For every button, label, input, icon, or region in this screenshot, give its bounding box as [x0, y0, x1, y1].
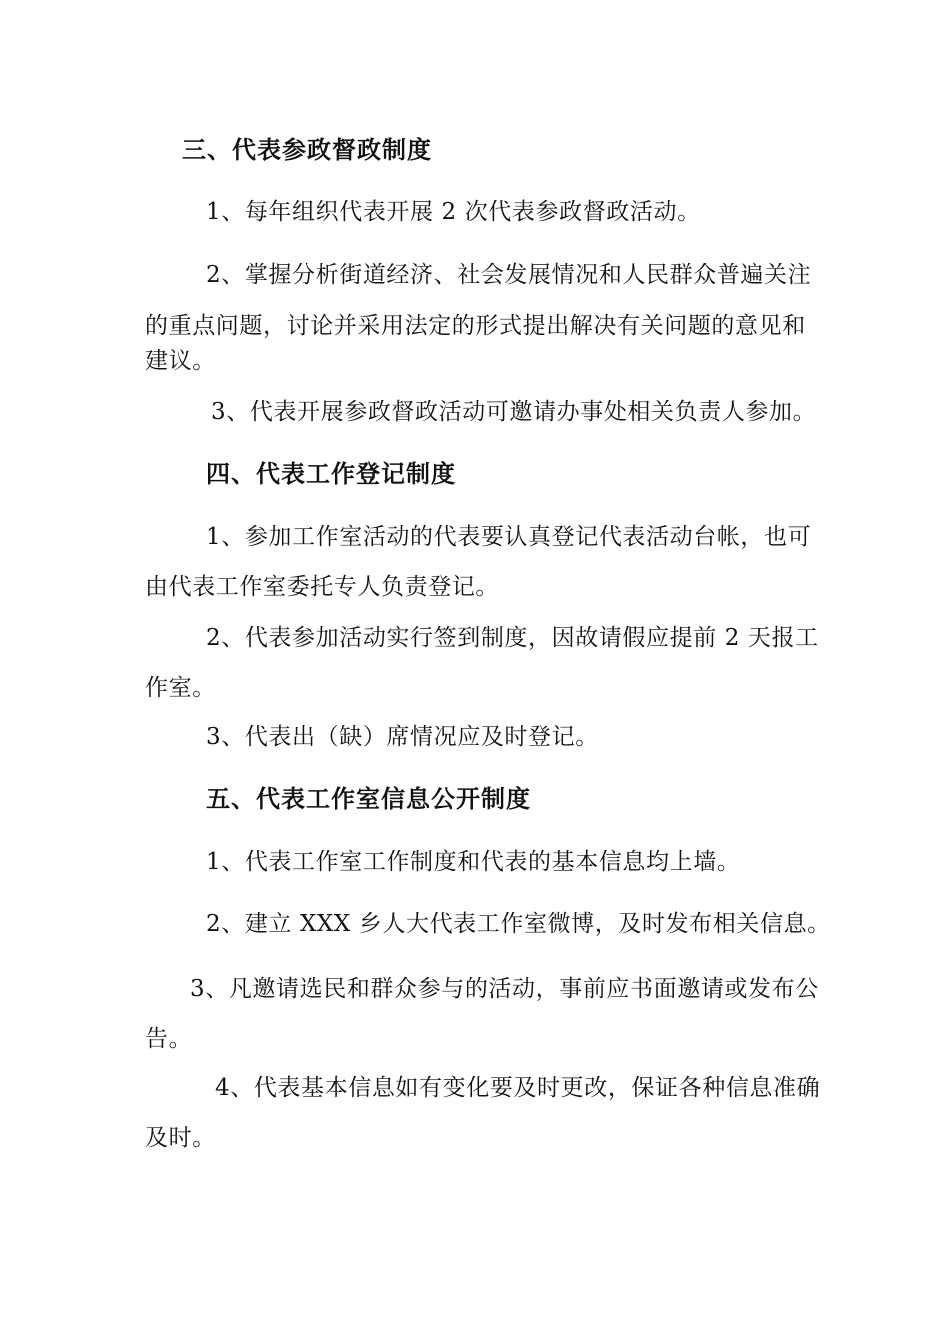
section-5-item-3-line-2: 告。 — [145, 1026, 193, 1052]
section-4-item-1-line-1: 1、参加工作室活动的代表要认真登记代表活动台帐，也可 — [206, 524, 812, 550]
section-5-item-4-line-1: 4、代表基本信息如有变化要及时更改，保证各种信息准确 — [215, 1075, 821, 1101]
section-5-item-1-line-1: 1、代表工作室工作制度和代表的基本信息均上墙。 — [206, 849, 741, 875]
section-5-item-3-line-1: 3、凡邀请选民和群众参与的活动，事前应书面邀请或发布公 — [190, 976, 819, 1002]
section-4-item-1-line-2: 由代表工作室委托专人负责登记。 — [145, 574, 499, 600]
section-5-item-4-line-2: 及时。 — [145, 1125, 216, 1151]
section-3-item-1-line-1: 1、每年组织代表开展 2 次代表参政督政活动。 — [206, 199, 701, 225]
section-4-item-2-line-2: 作室。 — [145, 675, 216, 701]
section-3-item-3-line-1: 3、代表开展参政督政活动可邀请办事处相关负责人参加。 — [211, 399, 817, 425]
section-heading-5: 五、代表工作室信息公开制度 — [206, 784, 531, 813]
section-3-item-2-line-3: 建议。 — [145, 348, 216, 374]
section-4-item-3-line-1: 3、代表出（缺）席情况应及时登记。 — [206, 724, 599, 750]
section-heading-3: 三、代表参政督政制度 — [182, 135, 432, 164]
section-heading-4: 四、代表工作登记制度 — [206, 459, 456, 488]
section-3-item-2-line-2: 的重点问题，讨论并采用法定的形式提出解决有关问题的意见和 — [145, 313, 806, 339]
section-5-item-2-line-1: 2、建立 XXX 乡人大代表工作室微博，及时发布相关信息。 — [206, 911, 831, 937]
section-4-item-2-line-1: 2、代表参加活动实行签到制度，因故请假应提前 2 天报工 — [206, 625, 819, 651]
section-3-item-2-line-1: 2、掌握分析街道经济、社会发展情况和人民群众普遍关注 — [206, 262, 812, 288]
